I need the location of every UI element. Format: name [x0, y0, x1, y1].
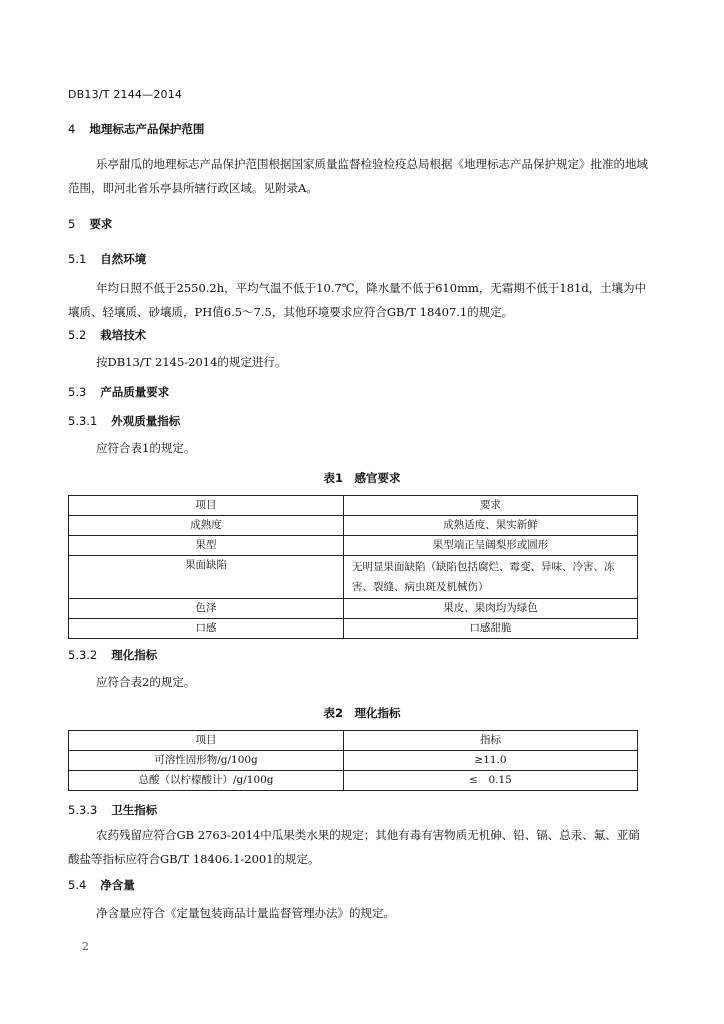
section-number: 5.4 — [68, 878, 87, 892]
table-row — [69, 619, 638, 639]
section-title: 卫生指标 — [111, 803, 158, 817]
document-code: DB13/T 2144—2014 — [68, 88, 183, 101]
table-cell: 口感甜脆 — [344, 619, 638, 639]
table-cell: 果型 — [69, 536, 344, 556]
table-row — [69, 556, 638, 599]
paragraph-text: 年均日照不低于2550.2h，平均气温不低于10.7℃，降水量不低于610mm，无霜期不低于181d，土壤为中壤质、轻壤质、砂壤质，PH值6.5～7.5，其他环境要求应符合GB/T 18407.1的规定。 — [68, 281, 647, 319]
table-cell: ≤ 0.15 — [344, 771, 638, 791]
table-cell: 成熟度 — [69, 516, 344, 536]
paragraph-text: 应符合表2的规定。 — [96, 675, 196, 689]
section-5-4-heading — [68, 877, 135, 893]
table-header-row — [69, 731, 638, 751]
table-cell: 口感 — [69, 619, 344, 639]
table-row — [69, 516, 638, 536]
section-5-1-heading — [68, 251, 146, 267]
section-number: 5.3.1 — [68, 414, 98, 428]
section-5-3-2-heading — [68, 647, 157, 663]
section-title: 产品质量要求 — [100, 385, 170, 399]
section-title: 净含量 — [100, 878, 135, 892]
table-header-cell: 指标 — [344, 731, 638, 751]
section-5-1-paragraph — [68, 276, 648, 324]
section-5-4-paragraph — [68, 901, 648, 925]
section-number: 5.3 — [68, 385, 87, 399]
section-5-3-1-heading — [68, 413, 180, 429]
table-cell: 果型端正呈阔梨形或圆形 — [344, 536, 638, 556]
table-cell: 果皮、果肉均为绿色 — [344, 599, 638, 619]
table-cell: 果面缺陷 — [69, 556, 344, 599]
section-title: 理化指标 — [111, 648, 158, 662]
table-1-caption: 表1 感官要求 — [323, 471, 401, 485]
table-cell: ≥11.0 — [344, 751, 638, 771]
section-title: 外观质量指标 — [111, 414, 181, 428]
section-number: 5.3.3 — [68, 803, 98, 817]
table-header-cell: 项目 — [69, 496, 344, 516]
section-number: 5.1 — [68, 252, 87, 266]
table-header-cell: 要求 — [344, 496, 638, 516]
table-cell: 色泽 — [69, 599, 344, 619]
section-5-3-heading — [68, 384, 169, 400]
table-row — [69, 771, 638, 791]
table-row — [69, 599, 638, 619]
table-header-row — [69, 496, 638, 516]
table-header-cell: 项目 — [69, 731, 344, 751]
section-5-3-1-paragraph — [68, 436, 648, 460]
section-title: 栽培技术 — [100, 328, 147, 342]
page-number: 2 — [82, 940, 89, 953]
section-number: 4 — [68, 122, 76, 136]
table-cell: 无明显果面缺陷（缺陷包括腐烂、霉变、异味、冷害、冻害、裂缝、病虫斑及机械伤） — [344, 556, 638, 599]
table-2 — [68, 730, 638, 791]
section-title: 自然环境 — [100, 252, 147, 266]
section-title: 地理标志产品保护范围 — [89, 122, 205, 136]
section-5-2-heading — [68, 327, 146, 343]
table-row — [69, 751, 638, 771]
table-2-caption: 表2 理化指标 — [323, 706, 401, 720]
section-number: 5.2 — [68, 328, 87, 342]
section-4-paragraph — [68, 152, 648, 200]
paragraph-text: 农药残留应符合GB 2763-2014中瓜果类水果的规定；其他有毒有害物质无机砷、铅、镉、总汞、氟、亚硝酸盐等指标应符合GB/T 18406.1-2001的规定。 — [68, 828, 640, 866]
section-5-2-paragraph — [68, 350, 648, 374]
table-cell: 总酸（以柠檬酸计）/g/100g — [69, 771, 344, 791]
paragraph-text: 乐亭甜瓜的地理标志产品保护范围根据国家质量监督检验检疫总局根据《地理标志产品保护规定》批准的地域范围，即河北省乐亭县所辖行政区域。见附录A。 — [68, 157, 648, 195]
section-title: 要求 — [89, 217, 113, 231]
section-4-heading — [68, 121, 204, 137]
section-5-3-2-paragraph — [68, 670, 648, 694]
table-row — [69, 536, 638, 556]
paragraph-text: 按DB13/T 2145-2014的规定进行。 — [96, 355, 287, 369]
section-5-3-3-heading — [68, 802, 157, 818]
table-1 — [68, 495, 638, 639]
section-5-heading — [68, 216, 112, 232]
table-cell: 成熟适度、果实新鲜 — [344, 516, 638, 536]
paragraph-text: 应符合表1的规定。 — [96, 441, 196, 455]
section-5-3-3-paragraph — [68, 823, 648, 871]
section-number: 5.3.2 — [68, 648, 98, 662]
section-number: 5 — [68, 217, 76, 231]
paragraph-text: 净含量应符合《定量包装商品计量监督管理办法》的规定。 — [96, 906, 395, 920]
table-cell: 可溶性固形物/g/100g — [69, 751, 344, 771]
